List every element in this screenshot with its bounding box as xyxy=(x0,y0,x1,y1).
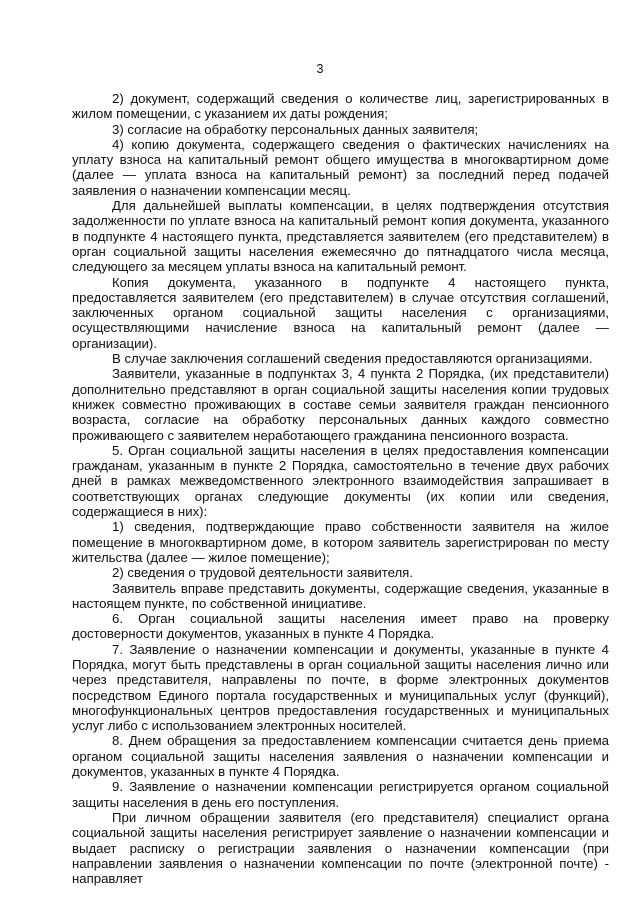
paragraph-section-7: 7. Заявление о назначении компенсации и документы, указанные в пункте 4 Порядка, могут быть представлены в орган социальной защиты населения лично или через представителя, направлены по почте, в форме электронных документов посредством Единого портала государственных и муниципальных услуг (функций), многофункциональных центров предоставления государственных и муниципальных услуг либо с использованием электронных носителей. xyxy=(72,641,609,734)
paragraph-further-payment: Для дальнейшей выплаты компенсации, в целях подтверждения отсутствия задолженности по уплате взноса на капитальный ремонт копия документа, указанного в подпункте 4 настоящего пункта, представляется заявителем (его представителем) в орган социальной защиты населения ежемесячно до пятнадцатого числа месяца, следующего за месяцем уплаты взноса на капитальный ремонт. xyxy=(72,198,609,275)
paragraph-agreements: В случае заключения соглашений сведения предоставляются организациями. xyxy=(112,351,593,367)
paragraph-section-6: 6. Орган социальной защиты населения имеет право на проверку достоверности документов, указанных в пункте 4 Порядка. xyxy=(72,611,609,642)
paragraph-section-5-item-1: 1) сведения, подтверждающие право собственности заявителя на жилое помещение в многоквартирном доме, в котором заявитель зарегистрирован по месту жительства (далее — жилое помещение); xyxy=(72,519,609,565)
paragraph-item-3: 3) согласие на обработку персональных данных заявителя; xyxy=(112,121,479,137)
paragraph-item-2: 2) документ, содержащий сведения о количестве лиц, зарегистрированных в жилом помещении, с указанием их даты рождения; xyxy=(72,91,609,122)
paragraph-section-5-item-2: 2) сведения о трудовой деятельности заявителя. xyxy=(112,565,413,581)
page-number: 3 xyxy=(316,62,324,76)
paragraph-applicants: Заявители, указанные в подпунктах 3, 4 пункта 2 Порядка, (их представители) дополнительно представляют в орган социальной защиты населения копии трудовых книжек совместно проживающих в составе семьи заявителя граждан пенсионного возраста, согласие на обработку персональных данных каждого совместно проживающего с заявителем неработающего гражданина пенсионного возраста. xyxy=(72,366,609,443)
paragraph-section-9: 9. Заявление о назначении компенсации регистрируется органом социальной защиты населения в день его поступления. xyxy=(72,779,609,810)
paragraph-section-8: 8. Днем обращения за предоставлением компенсации считается день приема органом социальной защиты населения заявления о назначении компенсации и документов, указанных в пункте 4 Порядка. xyxy=(72,733,609,780)
paragraph-copy-document: Копия документа, указанного в подпункте 4 настоящего пункта, предоставляется заявителем (его представителем) в случае отсутствия соглашений, заключенных органом социальной защиты населения с организациями, осуществляющими начисление взноса на капитальный ремонт (далее — организации). xyxy=(72,274,609,351)
paragraph-section-5: 5. Орган социальной защиты населения в целях предоставления компенсации гражданам, указанным в пункте 2 Порядка, самостоятельно в течение двух рабочих дней в рамках межведомственного электронного взаимодействия запрашивает в соответствующих органах следующие документы (их копии или сведения, содержащиеся в них): xyxy=(72,442,609,520)
document-body xyxy=(72,91,609,886)
paragraph-own-initiative: Заявитель вправе представить документы, содержащие сведения, указанные в настоящем пункте, по собственной инициативе. xyxy=(72,580,609,611)
paragraph-item-4: 4) копию документа, содержащего сведения о фактических начислениях на уплату взноса на капитальный ремонт общего имущества в многоквартирном доме (далее — уплата взноса на капитальный ремонт) за последний перед подачей заявления о назначении компенсации месяц. xyxy=(72,136,609,198)
paragraph-personal-visit: При личном обращении заявителя (его представителя) специалист органа социальной защиты населения регистрирует заявление о назначении компенсации и выдает расписку о регистрации заявления о назначении компенсации (при направлении заявления о назначении компенсации по почте (электронной почте) - направляет xyxy=(72,809,609,887)
